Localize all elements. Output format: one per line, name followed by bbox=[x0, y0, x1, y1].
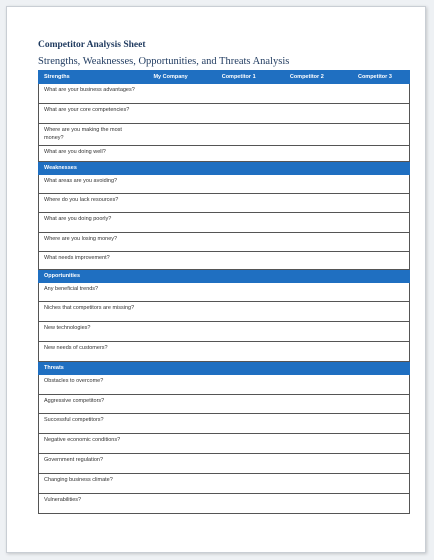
document-page bbox=[6, 6, 426, 553]
row-label: New needs of customers? bbox=[44, 345, 108, 351]
table-row[interactable] bbox=[38, 175, 410, 194]
table-row[interactable] bbox=[38, 104, 410, 124]
table-row[interactable] bbox=[38, 454, 410, 474]
page-title: Competitor Analysis Sheet bbox=[38, 40, 146, 50]
table-row[interactable] bbox=[38, 494, 410, 514]
table-row[interactable] bbox=[38, 302, 410, 322]
table-row[interactable] bbox=[38, 434, 410, 454]
section-label: Opportunities bbox=[44, 273, 81, 279]
row-label: What are you doing poorly? bbox=[44, 216, 112, 222]
section-header-opportunities bbox=[38, 270, 410, 283]
section-header-threats bbox=[38, 362, 410, 375]
page-subtitle: Strengths, Weaknesses, Opportunities, and Threats Analysis bbox=[38, 56, 290, 67]
row-label: Where do you lack resources? bbox=[44, 197, 119, 203]
table-row[interactable] bbox=[38, 395, 410, 414]
analysis-table bbox=[38, 70, 410, 514]
row-label: What areas are you avoiding? bbox=[44, 178, 118, 184]
row-label: Obstacles to overcome? bbox=[44, 378, 104, 384]
table-row[interactable] bbox=[38, 233, 410, 252]
header-competitor-2: Competitor 2 bbox=[289, 73, 324, 80]
header-competitor-3: Competitor 3 bbox=[357, 73, 392, 80]
row-label: What are you doing well? bbox=[44, 149, 106, 155]
row-label: Aggressive competitors? bbox=[44, 398, 105, 404]
row-label: What are your business advantages? bbox=[44, 87, 135, 93]
row-label: New technologies? bbox=[44, 325, 91, 331]
table-row[interactable] bbox=[38, 194, 410, 213]
row-label-text: Where are you making the most money? bbox=[44, 127, 122, 141]
header-competitor-1: Competitor 1 bbox=[221, 73, 256, 80]
section-label: Threats bbox=[44, 365, 64, 371]
table-row[interactable] bbox=[38, 474, 410, 494]
table-row[interactable] bbox=[38, 342, 410, 362]
table-row[interactable] bbox=[38, 322, 410, 342]
table-row[interactable] bbox=[38, 375, 410, 395]
section-label: Weaknesses bbox=[44, 165, 77, 171]
header-strengths: Strengths bbox=[44, 73, 70, 80]
row-label: Where are you losing money? bbox=[44, 236, 118, 242]
row-label bbox=[39, 124, 409, 145]
row-label: Government regulation? bbox=[44, 457, 104, 463]
table-row[interactable] bbox=[38, 124, 410, 146]
row-label: What are your core competencies? bbox=[44, 107, 130, 113]
row-label: Negative economic conditions? bbox=[44, 437, 121, 443]
header-my-company: My Company bbox=[153, 73, 188, 80]
table-row[interactable] bbox=[38, 414, 410, 434]
table-row[interactable] bbox=[38, 84, 410, 104]
row-label: Any beneficial trends? bbox=[44, 286, 99, 292]
row-label: Changing business climate? bbox=[44, 477, 113, 483]
table-row[interactable] bbox=[38, 146, 410, 162]
row-label: Successful competitors? bbox=[44, 417, 104, 423]
section-header-weaknesses bbox=[38, 162, 410, 175]
row-label: Vulnerabilities? bbox=[44, 497, 82, 503]
table-header-row bbox=[38, 70, 410, 84]
row-label: What needs improvement? bbox=[44, 255, 110, 261]
table-row[interactable] bbox=[38, 283, 410, 302]
table-row[interactable] bbox=[38, 252, 410, 270]
row-label: Niches that competitors are missing? bbox=[44, 305, 135, 311]
table-row[interactable] bbox=[38, 213, 410, 233]
